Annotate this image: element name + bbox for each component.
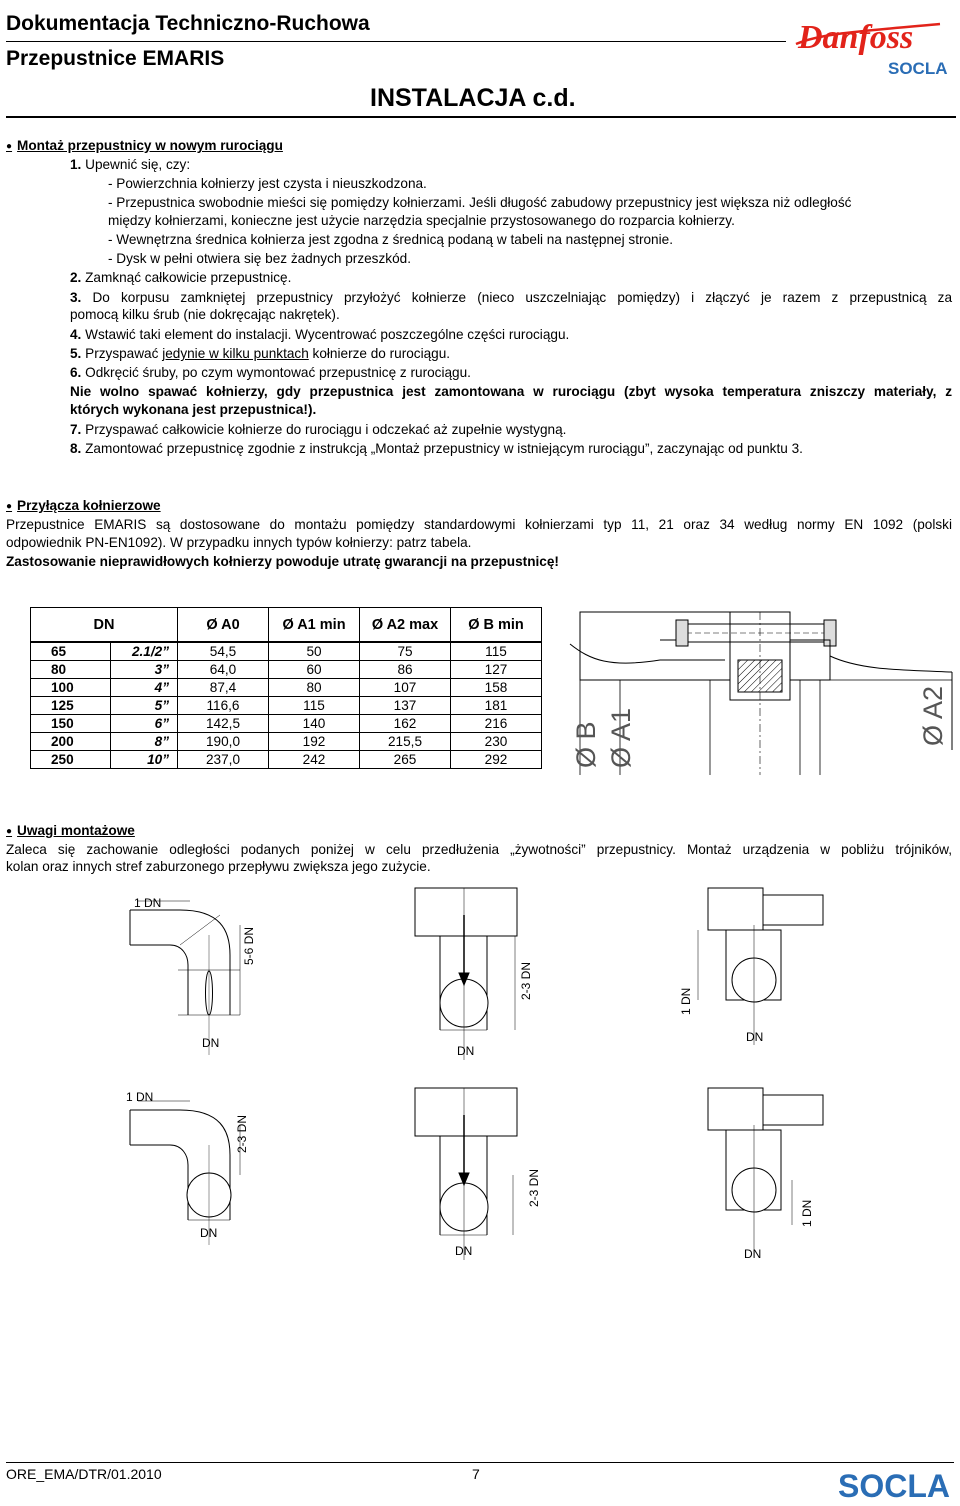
table-row: 250 10” 237,0 242 265 292 — [31, 751, 542, 769]
d4-side-label: 2-3 DN — [235, 1114, 249, 1153]
socla-footer-wordmark: SOCLA — [838, 1468, 950, 1503]
step-3-line1: 3. Do korpusu zamkniętej przepustnicy przyłożyć kołnierze (nieco uszczelniając pomiędzy) i złączyć je razem z przepustnicą za — [70, 290, 953, 305]
table-row: 80 3” 64,0 60 86 127 — [31, 661, 542, 679]
diameter-a1-label: Ø A1 — [606, 707, 636, 768]
step-2: 2. Zamknąć całkowicie przepustnicę. — [70, 270, 292, 285]
step-8: 8. Zamontować przepustnicę zgodnie z instrukcją „Montaż przepustnicy w istniejącym rurociągu”, zaczynając od punktu 3. — [70, 441, 803, 456]
d3-side-label: 1 DN — [679, 987, 693, 1015]
warranty-warning: Zastosowanie nieprawidłowych kołnierzy powoduje utratę gwarancji na przepustnicę! — [6, 554, 559, 569]
document-title: Dokumentacja Techniczno-Ruchowa — [6, 12, 370, 35]
uwagi-para-line2: kolan oraz innych stref zaburzonego przepływu zwiększa jego zużycie. — [6, 859, 431, 874]
col-header-a1: Ø A1 min — [269, 608, 360, 643]
pipe-tee-diagram-2 — [668, 885, 838, 1055]
step-1a: - Powierzchnia kołnierzy jest czysta i nieuszkodzona. — [108, 176, 427, 191]
table-header-row — [31, 608, 542, 643]
warning-line1: Nie wolno spawać kołnierzy, gdy przepustnica jest zamontowana w rurociągu (zbyt wysoka temperatura zniszczy materiały, z — [70, 384, 952, 399]
przylacza-para-line2: odpowiednik PN-EN1092). W przypadku innych typów kołnierzy: patrz tabela. — [6, 535, 472, 550]
danfoss-socla-logo — [790, 4, 950, 78]
diameter-b-label: Ø B — [571, 721, 601, 768]
flange-dimension-table — [30, 607, 542, 769]
flange-cross-section-diagram — [560, 600, 956, 778]
footer-rule — [6, 1462, 954, 1463]
pipe-tee-diagram-4 — [668, 1085, 838, 1265]
d6-side-label: 1 DN — [800, 1199, 814, 1227]
step-4: 4. Wstawić taki element do instalacji. Wycentrować poszczególne części rurociągu. — [70, 327, 570, 342]
document-subtitle: Przepustnice EMARIS — [6, 47, 225, 70]
pipe-elbow-diagram-1 — [120, 885, 270, 1060]
section-rule — [6, 116, 956, 118]
pipe-tee-diagram-3 — [385, 1085, 545, 1265]
warning-line2: których wykonana jest przepustnica!). — [70, 402, 317, 417]
table-row: 125 5” 116,6 115 137 181 — [31, 697, 542, 715]
pipe-tee-diagram-1 — [385, 885, 545, 1065]
step-1: 1. Upewnić się, czy: — [70, 157, 191, 172]
przylacza-para-line1: Przepustnice EMARIS są dostosowane do montażu pomiędzy standardowymi kołnierzami typ 11, 21 oraz 34 według normy EN 1092 (polski — [6, 517, 952, 532]
d1-top-label: 1 DN — [134, 896, 162, 910]
d4-top-label: 1 DN — [126, 1090, 154, 1104]
d5-side-label: 2-3 DN — [527, 1168, 541, 1207]
table-row: 150 6” 142,5 140 162 216 — [31, 715, 542, 733]
d3-bottom-label: DN — [746, 1030, 764, 1044]
d1-side-label: 5-6 DN — [242, 926, 256, 965]
table-row: 100 4” 87,4 80 107 158 — [31, 679, 542, 697]
danfoss-wordmark: Danfoss — [798, 19, 914, 56]
d5-bottom-label: DN — [455, 1244, 473, 1258]
socla-wordmark: SOCLA — [888, 59, 948, 78]
step-1c: - Wewnętrzna średnica kołnierza jest zgodna z średnicą podaną w tabeli na następnej stronie. — [108, 232, 673, 247]
step-7: 7. Przyspawać całkowicie kołnierze do rurociągu i odczekać aż zupełnie wystygną. — [70, 422, 567, 437]
col-header-dn: DN — [31, 608, 178, 643]
col-header-b: Ø B min — [451, 608, 542, 643]
socla-footer-logo — [836, 1465, 956, 1503]
d1-bottom-label: DN — [202, 1036, 220, 1050]
document-code: ORE_EMA/DTR/01.2010 — [6, 1466, 162, 1482]
table-row: 200 8” 190,0 192 215,5 230 — [31, 733, 542, 751]
diameter-a2-label: Ø A2 — [918, 685, 948, 746]
section-title: INSTALACJA c.d. — [370, 84, 576, 112]
uwagi-heading: ● Uwagi montażowe — [6, 822, 135, 841]
d2-side-label: 2-3 DN — [519, 961, 533, 1000]
step-5: 5. Przyspawać jedynie w kilku punktach kołnierze do rurociągu. — [70, 346, 451, 361]
table-row: 65 2.1/2” 54,5 50 75 115 — [31, 642, 542, 661]
step-3-line2: pomocą kilku śrub (nie dokręcając nakrętek). — [70, 307, 340, 322]
pipe-elbow-diagram-2 — [120, 1085, 270, 1250]
step-1b-line1: - Przepustnica swobodnie mieści się pomiędzy kołnierzami. Jeśli długość zabudowy przepustnicy jest większa niż odległość — [108, 195, 852, 210]
d4-bottom-label: DN — [200, 1226, 218, 1240]
col-header-a2: Ø A2 max — [360, 608, 451, 643]
montaz-heading: ● Montaż przepustnicy w nowym rurociągu — [6, 137, 283, 156]
header-rule — [6, 41, 786, 42]
step-1d: - Dysk w pełni otwiera się bez żadnych przeszkód. — [108, 251, 411, 266]
page-number: 7 — [472, 1466, 480, 1482]
step-1b-line2: między kołnierzami, konieczne jest użycie narzędzia specjalnie przystosowanego do rozparcia kołnierzy. — [108, 213, 735, 228]
przylacza-heading: ● Przyłącza kołnierzowe — [6, 497, 161, 516]
d2-bottom-label: DN — [457, 1044, 475, 1058]
step-6: 6. Odkręcić śruby, po czym wymontować przepustnicę z rurociągu. — [70, 365, 471, 380]
d6-bottom-label: DN — [744, 1247, 762, 1261]
col-header-a0: Ø A0 — [178, 608, 269, 643]
uwagi-para-line1: Zaleca się zachowanie odległości podanych poniżej w celu przedłużenia „żywotności” przepustnicy. Montaż urządzenia w pobliżu trójników, — [6, 842, 952, 857]
